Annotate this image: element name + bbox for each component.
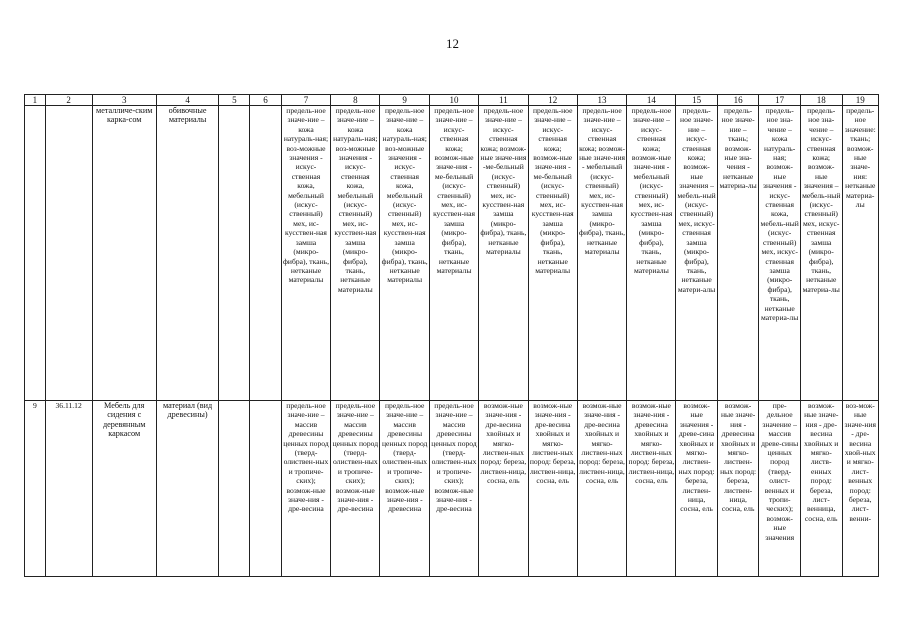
column-number: 13 [577, 95, 627, 106]
column-number: 18 [800, 95, 842, 106]
table-cell [45, 106, 92, 401]
table-cell: Мебель для сидения с деревянным каркасом [92, 401, 156, 577]
table-cell: предель-ное значе-ние – искус-ственная кожа; возмож-ные значе-ния -ме-бельный (искус-ственный) мех, ис-кусствен-ная замша (микро-фибра), ткань, нетканые материалы [478, 106, 528, 401]
column-number: 6 [250, 95, 281, 106]
table-cell: предель-ное значе-ние – ткань; возмож-ные зна-чения - нетканые материа-лы [717, 106, 759, 401]
table-cell: возмож-ные значе-ния - древесина хвойных и мягко-листвен-ных пород: береза, листвен-ница, сосна, ель [627, 401, 676, 577]
table-cell: металличе-ским карка-сом [92, 106, 156, 401]
table-cell: предель-ное значе-ние – искус-ственная кожа; возмож-ные значе-ния - мебельный (искус-ственный) мех, ис-кусствен-ная замша (микро-фибра), ткань, нетканые материалы [627, 106, 676, 401]
page-number: 12 [446, 36, 459, 51]
table-cell: 36.11.12 [45, 401, 92, 577]
table-cell: предель-ное значе-ние – массив древесины ценных пород (тверд-олиствен-ных и тропиче-ских); возмож-ные значе-ния - дре-весина [430, 401, 479, 577]
table-cell: предель-ное значе-ние – кожа натураль-ная; воз-можные значения - искус-ственная кожа, мебельный (искус-ственный) мех, ис-кусствен-ная замша (микро-фибра), ткань, нетканые материалы [281, 106, 331, 401]
column-number: 19 [842, 95, 879, 106]
table-cell: пре-дельное значение – массив древе-сины ценных пород (тверд-олист-венных и тропи-ческих); возмож-ные значения [759, 401, 801, 577]
table-header-row [25, 95, 879, 106]
column-number: 11 [478, 95, 528, 106]
table-row [25, 401, 879, 577]
table-cell: возмож-ные значе-ния - древесина хвойных и мягко-листвен-ных пород: береза, листвен-ница, сосна, ель [717, 401, 759, 577]
table-cell [25, 106, 46, 401]
column-number: 5 [219, 95, 250, 106]
column-number: 7 [281, 95, 331, 106]
table-cell [219, 401, 250, 577]
table-cell: возмож-ные значе-ния - дре-весина хвойных и мягко-листвен-ных пород: береза, листвен-ница, сосна, ель [478, 401, 528, 577]
column-number: 4 [156, 95, 218, 106]
table-cell: возмож-ные значения - древе-сина хвойных и мягко-листвен-ных пород: береза, листвен-ница, сосна, ель [676, 401, 718, 577]
table-cell [219, 106, 250, 401]
column-number: 9 [380, 95, 430, 106]
table-cell: предель-ное значе-ние – искус-ственная кожа; возмож-ные значе-ния - мебельный (искус-ственный) мех, ис-кусствен-ная замша (микро-фибра), ткань, нетканые материалы [577, 106, 627, 401]
table-row [25, 106, 879, 401]
table-cell: предель-ное значе-ние – массив древесины ценных пород (тверд-олиствен-ных и тропиче-ских); возмож-ные значе-ния - дре-весина [281, 401, 331, 577]
table-cell: предель-ное значе-ние – искус-ственная кожа; возмож-ные значе-ния - ме-бельный (искус-ственный) мех, ис-кусствен-ная замша (микро-фибра), ткань, нетканые материалы [430, 106, 479, 401]
column-number: 16 [717, 95, 759, 106]
table-cell: воз-мож-ные значе-ния - дре-весина хвой-ных и мягко-лист-венных пород: береза, лист-венни- [842, 401, 879, 577]
column-number: 12 [528, 95, 577, 106]
table-cell: возмож-ные значе-ния - дре-весина хвойных и мягко-листвен-ных пород: береза, листвен-ница, сосна, ель [577, 401, 627, 577]
table-cell: обивочные материалы [156, 106, 218, 401]
table-cell: предель-ное значе-ние – искус-ственная кожа; возмож-ные значения – мебель-ный (искус-ственный) мех, искус-ственная замша (микро-фибра), ткань, нетканые матери-алы [676, 106, 718, 401]
column-number: 1 [25, 95, 46, 106]
table-cell [250, 106, 281, 401]
column-number: 10 [430, 95, 479, 106]
column-number: 2 [45, 95, 92, 106]
table-cell: предель-ное значение: ткань; возмож-ные значе-ния: нетканые материа-лы [842, 106, 879, 401]
table-cell: материал (вид древесины) [156, 401, 218, 577]
column-number: 17 [759, 95, 801, 106]
table-cell: предель-ное значе-ние – искус-ственная кожа; возмож-ные значе-ния - ме-бельный (искус-ственный) мех, ис-кусствен-ная замша (микро-фибра), ткань, нетканые материалы [528, 106, 577, 401]
table-cell: возмож-ные значе-ния - дре-весина хвойных и мягко-листвен-ных пород: береза, листвен-ница, сосна, ель [528, 401, 577, 577]
column-number: 8 [331, 95, 380, 106]
table-cell: предель-ное значе-ние – кожа натураль-ная; воз-можные значения - искус-ственная кожа, мебельный (искус-ственный) мех, ис-кусствен-ная замша (микро-фибра), ткань, нетканые материалы [331, 106, 380, 401]
specification-table [24, 94, 879, 577]
table-cell: предель-ное значе-ние – массив древесины ценных пород (тверд-олиствен-ных и тропиче-ских); возмож-ные значе-ния - древесина [380, 401, 430, 577]
table-cell: предель-ное значе-ние – кожа натураль-ная; воз-можные значения - искус-ственная кожа, мебельный (искус-ственный) мех, ис-кусствен-ная замша (микро-фибра), ткань, нетканые материалы [380, 106, 430, 401]
table-cell: 9 [25, 401, 46, 577]
table-cell [250, 401, 281, 577]
table-cell: предель-ное зна-чение – искус-ственная кожа; возмож-ные значения – мебель-ный (искус-ственный) мех, искус-ственная замша (микро-фибра), ткань, нетканые материа-лы [800, 106, 842, 401]
table-cell: возмож-ные значе-ния - дре-весина хвойных и мягко-листв-енных пород: береза, лист-венница, сосна, ель [800, 401, 842, 577]
column-number: 14 [627, 95, 676, 106]
column-number: 15 [676, 95, 718, 106]
table-cell: предель-ное зна-чение – кожа натураль-ная; возмож-ные значения - искус-ственная кожа, мебель-ный (искус-ственный) мех, искус-ственная замша (микро-фибра), ткань, нетканые материа-лы [759, 106, 801, 401]
column-number: 3 [92, 95, 156, 106]
table-cell: предель-ное значе-ние – массив древесины ценных пород (тверд-олиствен-ных и тропиче-ских); возмож-ные значе-ния - дре-весина [331, 401, 380, 577]
